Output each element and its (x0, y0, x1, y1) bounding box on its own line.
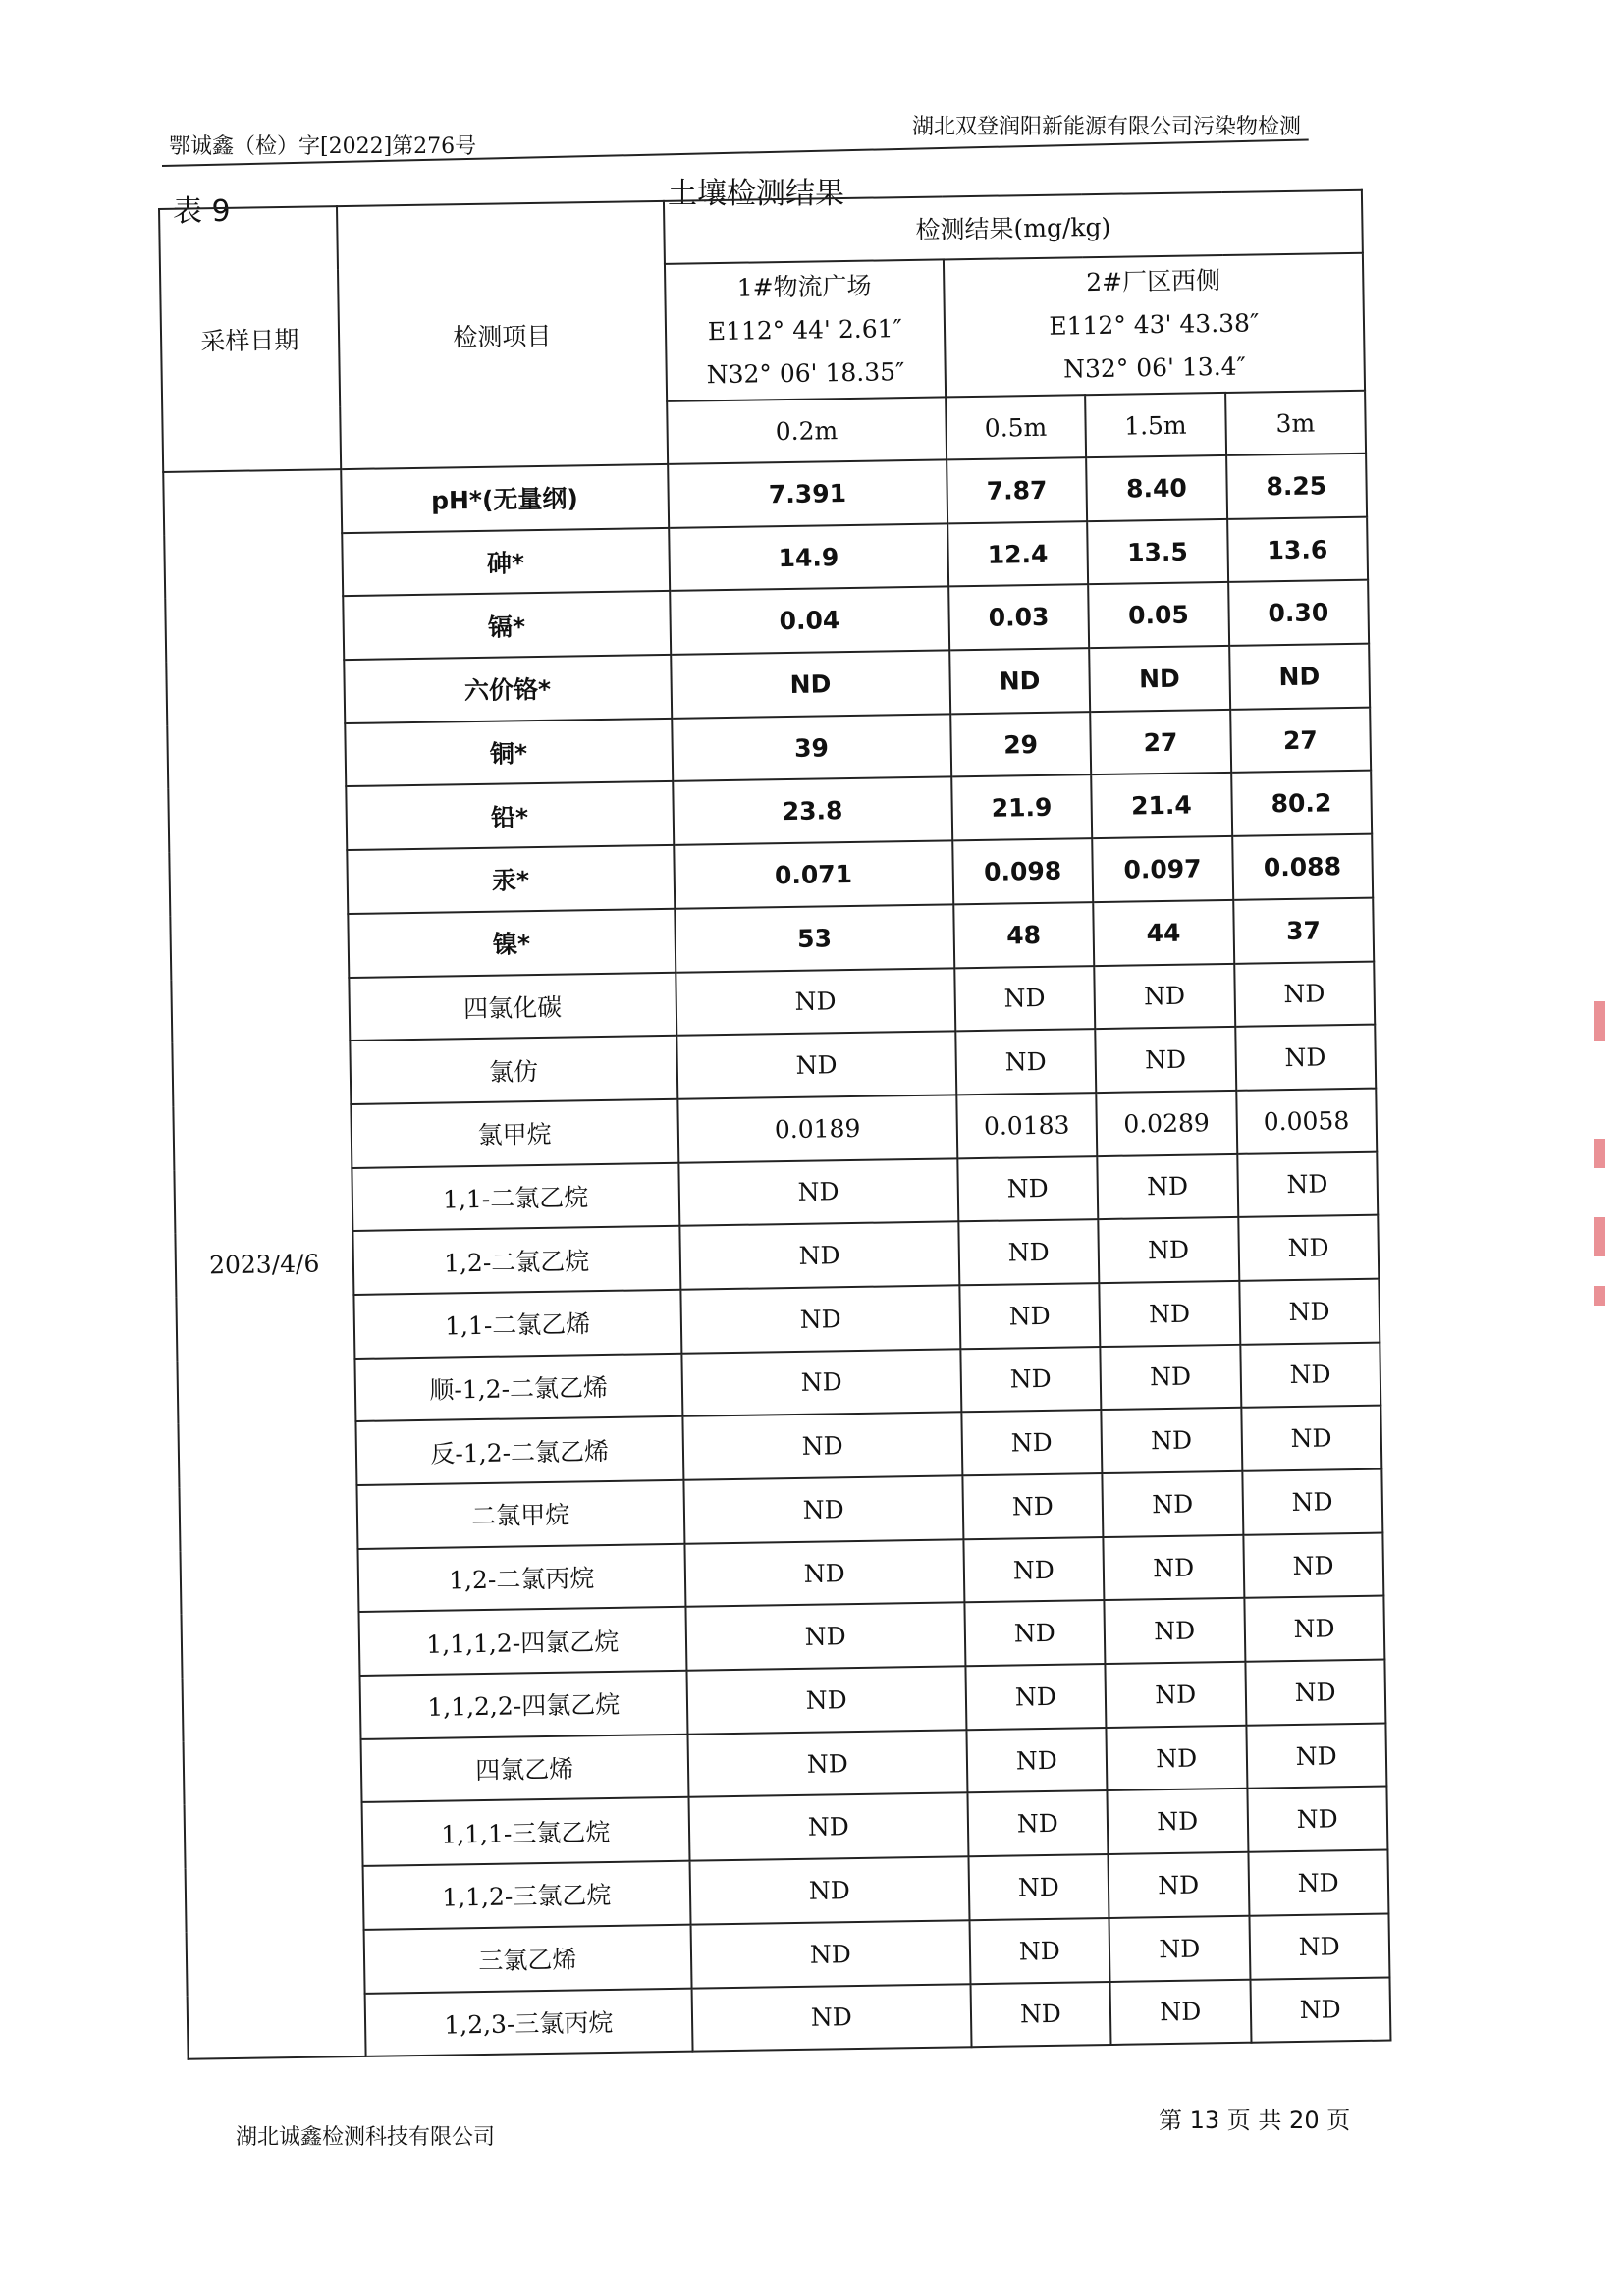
item-name: 四氯乙烯 (360, 1734, 688, 1802)
result-value: ND (957, 1156, 1098, 1222)
result-value: ND (683, 1475, 963, 1543)
item-name: 反-1,2-二氯乙烯 (355, 1416, 683, 1485)
result-value: 27 (1090, 710, 1230, 775)
item-name: 1,1-二氯乙烷 (352, 1162, 679, 1231)
item-name: 1,1,1-三氯乙烷 (361, 1797, 689, 1866)
result-value: ND (1109, 1916, 1250, 1982)
result-value: ND (966, 1728, 1107, 1793)
result-value: ND (1109, 1852, 1249, 1918)
result-value: 8.40 (1086, 455, 1226, 521)
result-value: 0.04 (670, 587, 949, 655)
result-value: 0.0183 (956, 1093, 1097, 1158)
depth-cell: 1.5m (1085, 393, 1225, 457)
result-value: ND (1234, 961, 1375, 1027)
result-value: 0.0189 (677, 1095, 957, 1162)
result-value: 8.25 (1226, 454, 1367, 519)
result-value: ND (687, 1730, 967, 1797)
result-value: 13.6 (1227, 516, 1368, 582)
page-number: 第 13 页 共 20 页 (1159, 2107, 1351, 2134)
result-value: 53 (675, 904, 954, 972)
result-value: ND (671, 650, 950, 718)
result-value: 21.4 (1091, 773, 1231, 838)
result-value: 23.8 (673, 777, 952, 845)
result-value: ND (680, 1285, 960, 1353)
table-title: 土壤检测结果 (668, 177, 844, 211)
item-name: 1,2-二氯丙烷 (357, 1543, 685, 1612)
result-value: 39 (672, 714, 951, 781)
result-value: 7.87 (947, 457, 1087, 523)
depth-cell: 0.2m (667, 397, 947, 463)
result-value: ND (1243, 1532, 1383, 1598)
site2-name: 2#厂区西侧 (1085, 266, 1221, 297)
result-value: ND (688, 1793, 968, 1861)
result-value: 13.5 (1087, 519, 1227, 585)
item-name: 氯仿 (350, 1036, 677, 1104)
result-value: ND (970, 1981, 1110, 2047)
result-value: 0.098 (952, 838, 1093, 904)
result-value: ND (1245, 1660, 1385, 1726)
result-value: 12.4 (947, 521, 1088, 587)
result-value: ND (1246, 1723, 1386, 1789)
result-value: ND (684, 1539, 964, 1607)
result-value: 0.0058 (1236, 1089, 1377, 1154)
result-value: 0.05 (1088, 582, 1228, 648)
result-value: ND (676, 1032, 956, 1099)
result-value: ND (690, 1920, 970, 1988)
result-value: ND (963, 1537, 1104, 1603)
result-value: ND (1250, 1977, 1390, 2043)
document-number: 鄂诚鑫（检）字[2022]第276号 (169, 134, 477, 159)
item-name: 二氯甲烷 (356, 1480, 684, 1549)
item-name: 1,1,2-三氯乙烷 (362, 1861, 690, 1930)
result-value: ND (1095, 1027, 1235, 1093)
site1-name: 1#物流广场 (736, 271, 872, 302)
result-value: 27 (1230, 707, 1371, 773)
result-value: ND (964, 1600, 1105, 1666)
result-value: 7.391 (668, 459, 947, 527)
result-value: ND (1247, 1787, 1387, 1852)
result-value: ND (1237, 1151, 1378, 1217)
item-name: 六价铬* (344, 655, 672, 723)
item-name: 砷* (342, 528, 670, 597)
result-value: ND (676, 968, 955, 1036)
result-value: ND (686, 1666, 966, 1734)
item-name: 四氯化碳 (349, 972, 676, 1041)
soil-results-table (158, 189, 1391, 2060)
result-value: ND (954, 966, 1095, 1032)
result-value: 0.088 (1232, 834, 1373, 900)
result-value: ND (1240, 1342, 1380, 1408)
depth-cell: 0.5m (946, 395, 1086, 459)
result-value: ND (1239, 1279, 1380, 1345)
item-name: 铜* (345, 719, 673, 787)
client-title: 湖北双登润阳新能源有限公司污染物检测 (911, 115, 1301, 139)
item-name: 镉* (343, 591, 671, 660)
result-value: ND (1235, 1025, 1376, 1091)
result-value: ND (1102, 1471, 1242, 1537)
result-value: ND (679, 1222, 959, 1290)
item-name: 1,1,1,2-四氯乙烷 (358, 1607, 686, 1676)
result-value: 44 (1093, 900, 1233, 966)
result-value: 0.071 (674, 840, 953, 908)
result-value: ND (1229, 644, 1370, 710)
col-header-date: 采样日期 (159, 206, 341, 472)
item-name: 1,1-二氯乙烯 (353, 1290, 681, 1359)
result-value: 0.0289 (1096, 1091, 1236, 1156)
result-value: ND (968, 1854, 1109, 1920)
result-value: ND (965, 1664, 1106, 1730)
result-value: ND (967, 1790, 1108, 1856)
result-value: ND (1106, 1662, 1246, 1728)
item-name: 1,2-二氯乙烷 (352, 1226, 680, 1295)
result-value: 80.2 (1231, 771, 1372, 836)
col-header-results: 检测结果(mg/kg) (664, 190, 1363, 264)
result-value: ND (1104, 1598, 1244, 1664)
site1-header (665, 259, 946, 400)
col-header-item: 检测项目 (337, 201, 668, 469)
result-value: ND (969, 1918, 1109, 1984)
result-value: 29 (950, 712, 1091, 777)
site2-header (944, 253, 1365, 398)
site1-lat: N32° 06' 18.35″ (706, 357, 905, 390)
footer-company: 湖北诚鑫检测科技有限公司 (236, 2125, 496, 2150)
result-value: ND (678, 1158, 958, 1226)
result-value: ND (1099, 1281, 1239, 1347)
result-value: ND (1249, 1913, 1389, 1979)
seal-stamp-edge (1594, 1001, 1607, 1306)
result-value: ND (691, 1984, 971, 2052)
result-value: ND (1107, 1726, 1247, 1791)
result-value: 0.30 (1228, 580, 1369, 646)
result-value: 0.097 (1092, 836, 1232, 902)
result-value: ND (1242, 1469, 1382, 1535)
result-value: ND (961, 1410, 1102, 1475)
result-value: ND (1100, 1344, 1240, 1410)
item-name: 1,2,3-三氯丙烷 (364, 1988, 692, 2056)
result-value: 0.03 (948, 585, 1089, 651)
item-name: 顺-1,2-二氯乙烯 (354, 1353, 682, 1421)
result-value: 37 (1233, 897, 1374, 963)
result-value: ND (1244, 1596, 1384, 1662)
result-value: ND (960, 1347, 1101, 1413)
result-value: ND (1108, 1789, 1248, 1854)
result-value: ND (1094, 963, 1234, 1029)
item-name: 1,1,2,2-四氯乙烷 (359, 1671, 687, 1739)
item-name: 氯甲烷 (351, 1099, 678, 1168)
result-value: ND (962, 1473, 1103, 1539)
result-value: 14.9 (669, 523, 948, 591)
item-name: 三氯乙烯 (363, 1925, 691, 1994)
item-name: 汞* (347, 845, 675, 914)
result-value: ND (959, 1283, 1100, 1349)
item-name: 镍* (348, 909, 676, 978)
result-value: ND (1103, 1534, 1243, 1600)
result-value: 21.9 (951, 775, 1092, 841)
result-value: 48 (953, 902, 1094, 968)
result-value: ND (1238, 1215, 1379, 1281)
result-value: ND (689, 1856, 969, 1924)
result-value: ND (1089, 646, 1229, 712)
result-value: ND (955, 1029, 1096, 1095)
result-value: ND (1098, 1217, 1238, 1283)
site2-lat: N32° 06' 13.4″ (1062, 351, 1247, 384)
site2-lon: E112° 43' 43.38″ (1049, 308, 1260, 341)
result-value: ND (681, 1349, 961, 1416)
result-value: ND (1241, 1406, 1381, 1471)
result-value: ND (685, 1603, 965, 1671)
item-name: pH*(无量纲) (341, 464, 669, 533)
result-value: ND (1110, 1979, 1251, 2045)
result-value: ND (958, 1219, 1099, 1285)
depth-cell: 3m (1225, 391, 1366, 455)
result-value: ND (1248, 1850, 1388, 1916)
table-label: 表 9 (173, 194, 231, 229)
result-value: ND (682, 1413, 962, 1480)
result-value: ND (1097, 1153, 1237, 1219)
item-name: 铅* (346, 781, 674, 850)
result-value: ND (1101, 1408, 1241, 1473)
site1-lon: E112° 44' 2.61″ (707, 314, 903, 347)
result-value: ND (949, 648, 1090, 714)
sampling-date: 2023/4/6 (163, 469, 365, 2059)
